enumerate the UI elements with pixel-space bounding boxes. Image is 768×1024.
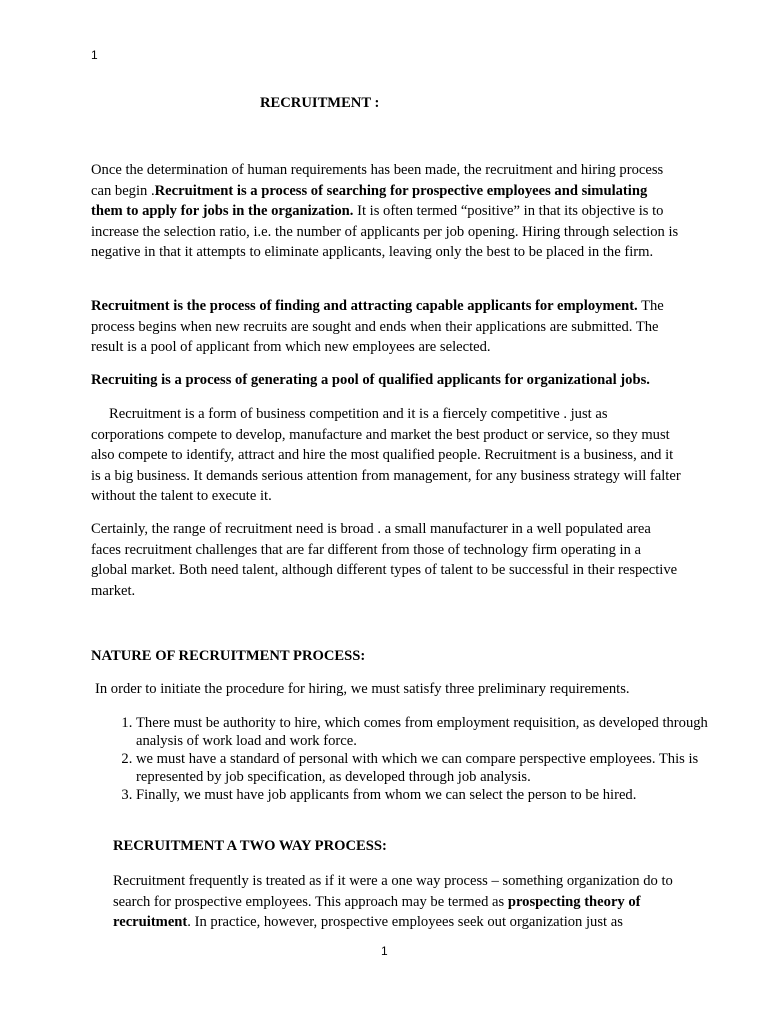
- paragraph-text: . In practice, however, prospective employees seek out organization just as: [187, 914, 623, 930]
- list-item: 2. we must have a standard of personal with which we can compare perspective employees. This is represented by job specification, as developed through job analysis.: [136, 750, 736, 786]
- paragraph-text: Once the determination of human requirements has been made, the recruitment and hiring process can begin .: [91, 162, 664, 199]
- bold-term: prospecting theory of recruitment: [113, 893, 641, 930]
- section-heading-two-way: RECRUITMENT A TWO WAY PROCESS:: [113, 838, 387, 854]
- footer-page-number: 1: [381, 944, 388, 958]
- paragraph-process: [91, 296, 681, 358]
- bold-definition: Recruitment is a process of searching for prospective employees and simulating them to apply for jobs in the organization.: [91, 182, 648, 219]
- section-heading-nature: NATURE OF RECRUITMENT PROCESS:: [91, 648, 366, 664]
- list-item: 1. There must be authority to hire, which comes from employment requisition, as developed through analysis of work load and work force.: [136, 714, 736, 750]
- paragraph-two-way: [113, 871, 688, 933]
- paragraph-competition: Recruitment is a form of business competition and it is a fiercely competitive . just as corporations compete to develop, manufacture and market the best product or service, so they must also compete to identify, attract and hire the most qualified people. Recruitment is a business, and it is a big business. It demands serious attention from management, for any business strategy will falter without the talent to execute it.: [91, 406, 681, 504]
- list-item: 3. Finally, we must have job applicants from whom we can select the person to be hired.: [136, 786, 736, 804]
- paragraph-recruiting: [91, 370, 681, 391]
- requirements-list: [91, 714, 736, 804]
- nature-intro: In order to initiate the procedure for hiring, we must satisfy three preliminary requirements.: [95, 681, 630, 697]
- paragraph-range: Certainly, the range of recruitment need is broad . a small manufacturer in a well populated area faces recruitment challenges that are far different from those of technology firm operating in a global market. Both need talent, although different types of talent to be successful in their respective market.: [91, 521, 678, 599]
- paragraph-text: The process begins when new recruits are sought and ends when their applications are submitted. The result is a pool of applicant from which new employees are selected.: [91, 298, 664, 355]
- paragraph-text: Recruitment frequently is treated as if it were a one way process – something organization do to search for prospective employees. This approach may be termed as: [113, 873, 673, 910]
- header-page-number: 1: [91, 48, 98, 62]
- document-title: RECRUITMENT :: [260, 95, 380, 111]
- bold-definition: Recruitment is the process of finding and attracting capable applicants for employment.: [91, 298, 638, 314]
- bold-definition: Recruiting is a process of generating a pool of qualified applicants for organizational jobs.: [91, 372, 650, 388]
- paragraph-definition: [91, 160, 681, 263]
- paragraph-text: It is often termed “positive” in that its objective is to increase the selection ratio, i.e. the number of applicants per job opening. Hiring through selection is negative in that it attempts to eliminate applicants, leaving only the best to be placed in the firm.: [91, 203, 679, 260]
